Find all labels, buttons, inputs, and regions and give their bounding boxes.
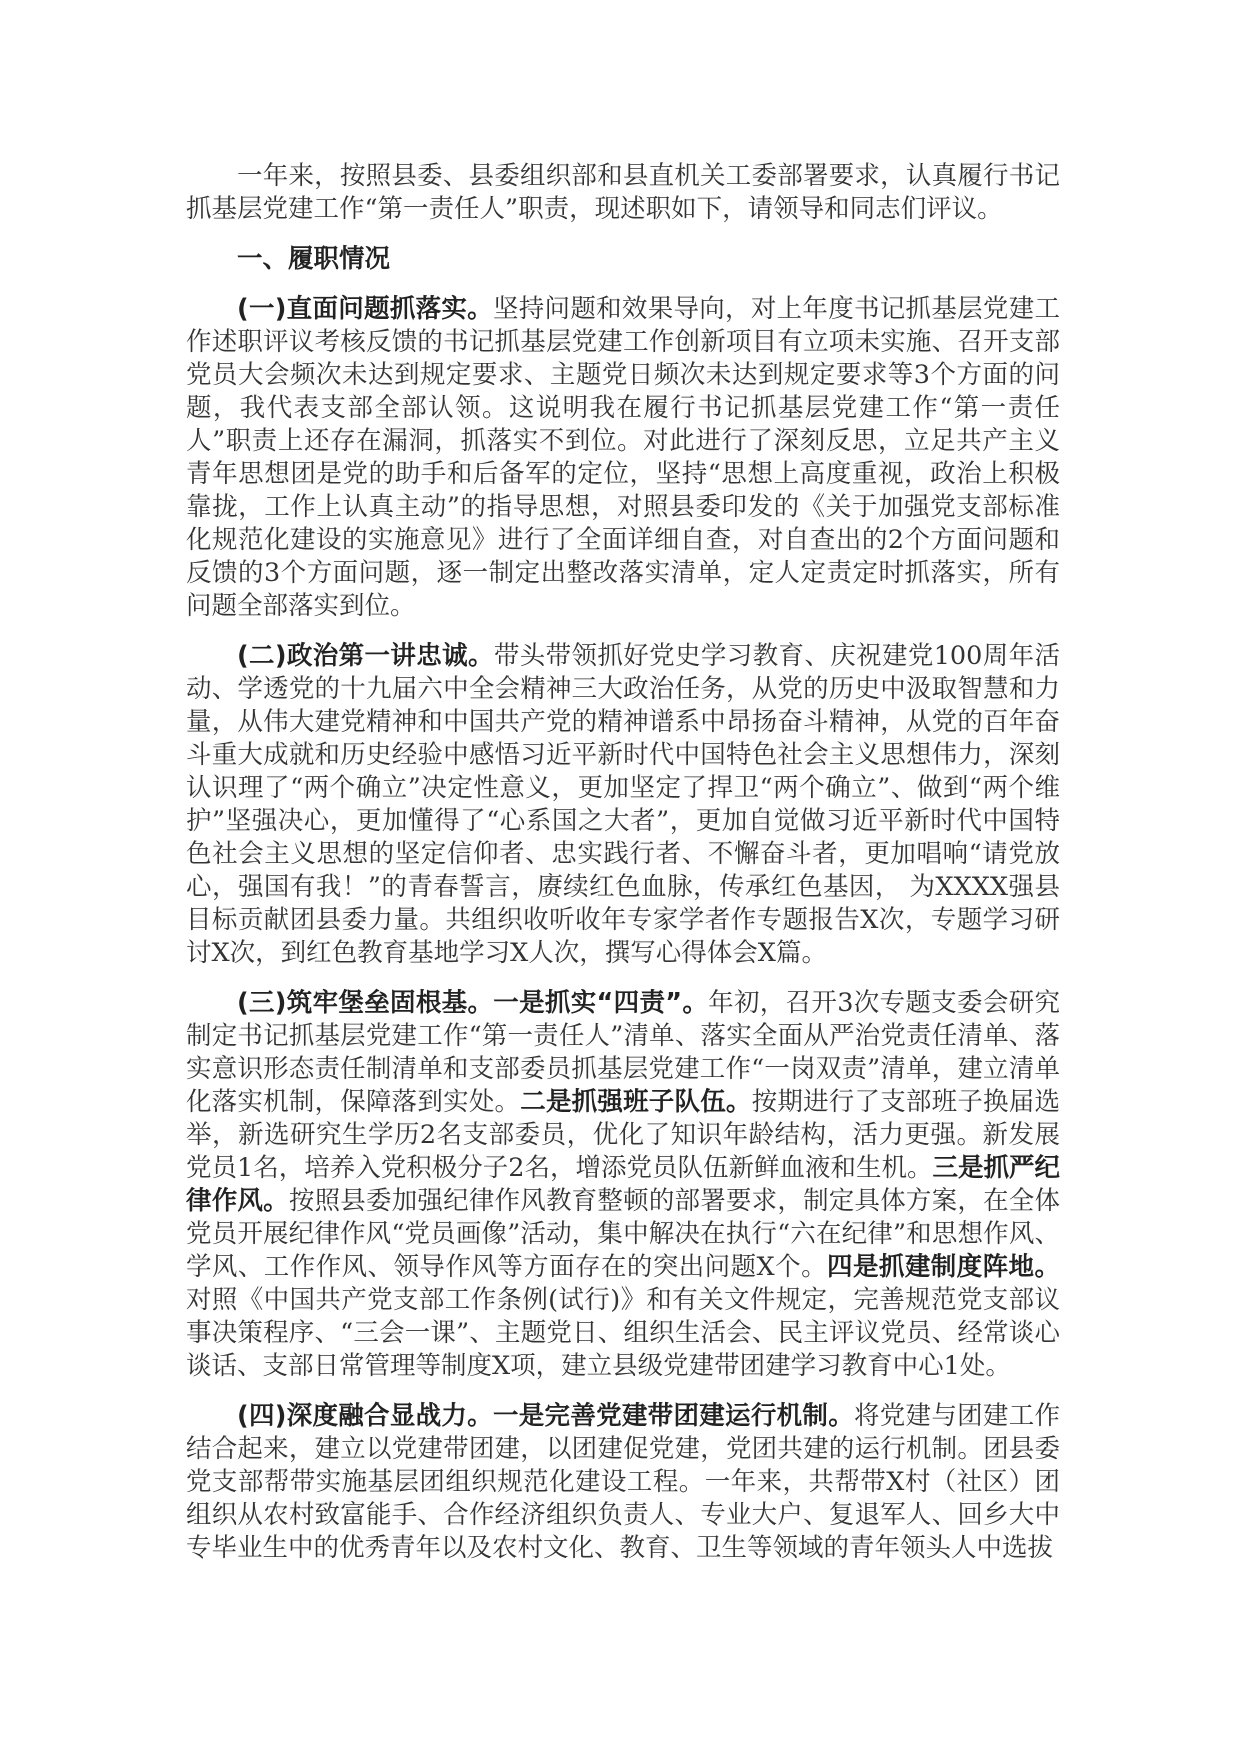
paragraph-3-title: (三)筑牢堡垒固根基。一是抓实“四责”。 [237, 988, 709, 1018]
paragraph-2-body: 带头带领抓好党史学习教育、庆祝建党100周年活动、学透党的十九届六中全会精神三大政治任务，从党的历史中汲取智慧和力量，从伟大建党精神和中国共产党的精神谱系中昂扬奋斗精神，从党的百年奋斗重大成就和历史经验中感悟习近平新时代中国特色社会主义思想伟力，深刻认识理了“两个确立”决定性意义，更加坚定了捍卫“两个确立”、做到“两个维护”坚强决心，更加懂得了“心系国之大者”，更加自觉做习近平新时代中国特色社会主义思想的坚定信仰者、忠实践行者、不懈奋斗者，更加唱响“请党放心，强国有我！”的青春誓言，赓续红色血脉，传承红色基因， 为XXXX强县目标贡献团县委力量。共组织收听收年专家学者作专题报告X次，专题学习研讨X次，到红色教育基地学习X人次，撰写心得体会X篇。 [186, 641, 1060, 968]
paragraph-4-body: 将党建与团建工作结合起来，建立以党建带团建，以团建促党建，党团共建的运行机制。团县委党支部帮带实施基层团组织规范化建设工程。一年来，共帮带X村（社区）团组织从农村致富能手、合作经济组织负责人、专业大户、复退军人、回乡大中专毕业生中的优秀青年以及农村文化、教育、卫生等领域的青年领头人中选拔 [186, 1401, 1060, 1563]
paragraph-3-subtitle-3: 三是抓严纪律作风。 [186, 1153, 1060, 1216]
paragraph-4-title: (四)深度融合显战力。一是完善党建带团建运行机制。 [237, 1401, 854, 1431]
paragraph-4 [186, 1400, 1060, 1565]
paragraph-1-title: (一)直面问题抓落实。 [237, 294, 493, 324]
paragraph-2 [186, 640, 1060, 970]
paragraph-3-body-2: 按期进行了支部班子换届选举，新选研究生学历2名支部委员，优化了知识年龄结构，活力更强。新发展党员1名，培养入党积极分子2名，增添党员队伍新鲜血液和生机。 [186, 1087, 1060, 1183]
paragraph-3-body-1: 年初，召开3次专题支委会研究制定书记抓基层党建工作“第一责任人”清单、落实全面从严治党责任清单、落实意识形态责任制清单和支部委员抓基层党建工作“一岗双责”清单，建立清单化落实机制，保障落到实处。 [186, 988, 1060, 1117]
paragraph-3 [186, 987, 1060, 1383]
paragraph-1 [186, 293, 1060, 623]
paragraph-3-subtitle-2: 二是抓强班子队伍。 [520, 1087, 752, 1117]
section-heading: 一、履职情况 [237, 244, 391, 274]
paragraph-3-body-4: 对照《中国共产党支部工作条例(试行)》和有关文件规定，完善规范党支部议事决策程序、“三会一课”、主题党日、组织生活会、民主评议党员、经常谈心谈话、支部日常管理等制度X项，建立县级党建带团建学习教育中心1处。 [186, 1285, 1060, 1381]
paragraph-3-body-3: 按照县委加强纪律作风教育整顿的部署要求，制定具体方案，在全体党员开展纪律作风“党员画像”活动，集中解决在执行“六在纪律”和思想作风、学风、工作作风、领导作风等方面存在的突出问题X个。 [186, 1186, 1060, 1282]
document-page [186, 160, 1060, 1582]
paragraph-1-body: 坚持问题和效果导向，对上年度书记抓基层党建工作述职评议考核反馈的书记抓基层党建工作创新项目有立项未实施、召开支部党员大会频次未达到规定要求、主题党日频次未达到规定要求等3个方面的问题，我代表支部全部认领。这说明我在履行书记抓基层党建工作“第一责任人”职责上还存在漏洞，抓落实不到位。对此进行了深刻反思，立足共产主义青年思想团是党的助手和后备军的定位，坚持“思想上高度重视，政治上积极靠拢，工作上认真主动”的指导思想，对照县委印发的《关于加强党支部标准化规范化建设的实施意见》进行了全面详细自查，对自查出的2个方面问题和反馈的3个方面问题，逐一制定出整改落实清单，定人定责定时抓落实，所有问题全部落实到位。 [186, 294, 1060, 621]
paragraph-2-title: (二)政治第一讲忠诚。 [237, 641, 494, 671]
intro-paragraph: 一年来，按照县委、县委组织部和县直机关工委部署要求，认真履行书记抓基层党建工作“第一责任人”职责，现述职如下，请领导和同志们评议。 [186, 161, 1060, 224]
paragraph-3-subtitle-4: 四是抓建制度阵地。 [827, 1252, 1060, 1282]
